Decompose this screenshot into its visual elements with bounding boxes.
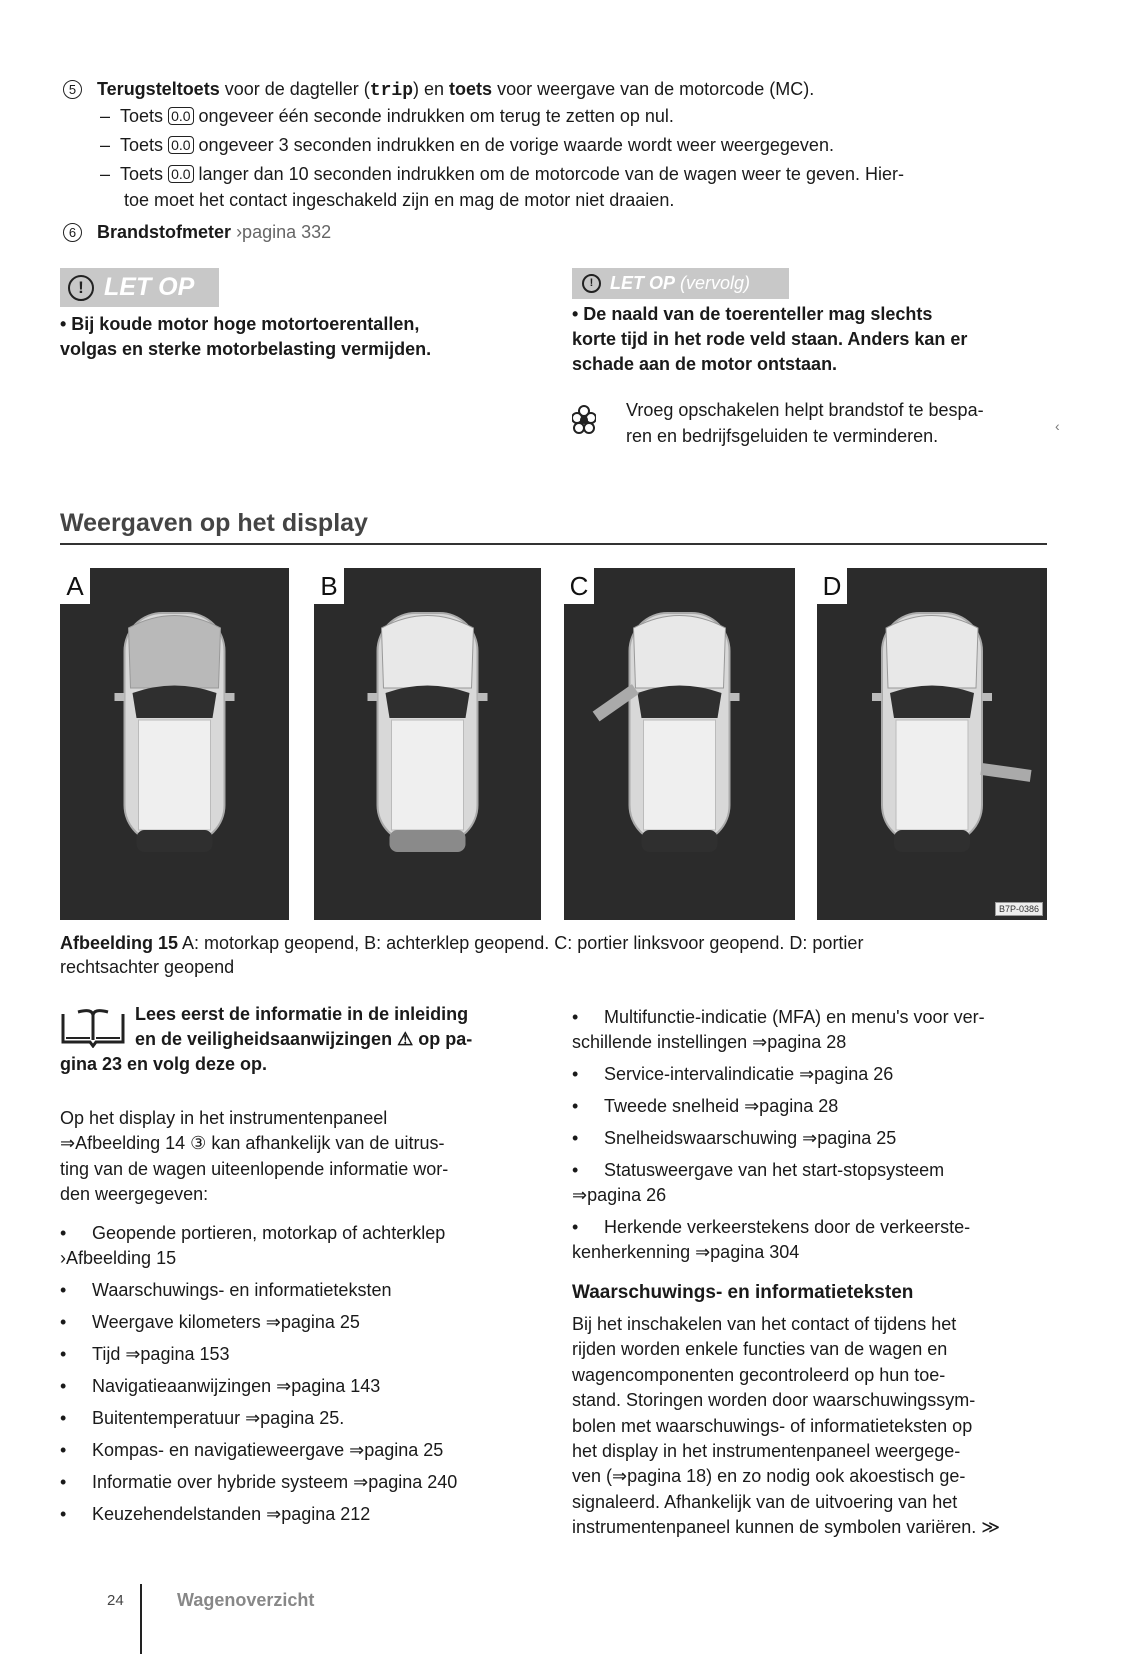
list-item: • Informatie over hybride systeem ⇒pagina 240 — [60, 1472, 458, 1492]
item-title: Brandstofmeter — [97, 222, 232, 242]
car-hood — [382, 616, 474, 689]
car-rear — [390, 830, 466, 852]
mirror-left — [115, 693, 125, 701]
list-item: • Keuzehendelstanden ⇒pagina 212 — [60, 1504, 371, 1524]
figure-panel-b — [314, 568, 541, 920]
trip-code: trip — [369, 81, 414, 101]
list-item: • Waarschuwings- en informatieteksten — [60, 1280, 392, 1300]
list-item: • Tijd ⇒pagina 153 — [60, 1344, 230, 1364]
text: Toets — [120, 106, 164, 126]
mirror-left — [368, 693, 378, 701]
car-hood — [634, 616, 726, 689]
caption-label: Afbeelding 15 — [60, 933, 179, 953]
text: Vroeg opschakelen helpt brandstof te bespa- — [626, 400, 984, 420]
text: stand. Storingen worden door waarschuwingssym- — [572, 1390, 976, 1411]
sub-item-1: – Toets 0.0 ongeveer één seconde indrukken om terug te zetten op nul. — [100, 106, 674, 126]
panel-label: C — [564, 568, 594, 604]
mirror-right — [982, 693, 992, 701]
sub-item-3: – Toets 0.0 langer dan 10 seconden indrukken om de motorcode van de wagen weer te geven. Hier- — [100, 164, 904, 184]
text: voor de dagteller ( — [219, 79, 370, 99]
text: het display in het instrumentenpaneel weergege- — [572, 1441, 961, 1462]
warning-text — [60, 312, 431, 362]
car-roof — [139, 720, 211, 830]
page-ref-link[interactable]: ›pagina 332 — [236, 222, 332, 242]
text: bolen met waarschuwings- of informatieteksten op — [572, 1415, 973, 1436]
text: schade aan de motor ontstaan. — [572, 354, 838, 374]
text: volgas en sterke motorbelasting vermijden. — [60, 339, 432, 359]
car-front-left-door-open-illustration — [564, 568, 795, 920]
figure-code: B7P-0386 — [995, 902, 1043, 916]
text: Toets — [120, 135, 164, 155]
mirror-left — [872, 693, 882, 701]
text: Service-intervalindicatie ⇒pagina 26 — [604, 1064, 894, 1084]
mirror-right — [478, 693, 488, 701]
text: A: motorkap geopend, B: achterklep geopend. C: portier linksvoor geopend. D: portier — [178, 933, 864, 953]
text: Informatie over hybride systeem ⇒pagina 240 — [92, 1472, 458, 1492]
car-hood-open-illustration — [60, 568, 289, 920]
text: langer dan 10 seconden indrukken om de motorcode van de wagen weer te geven. Hier- — [198, 164, 904, 184]
text: Tweede snelheid ⇒pagina 28 — [604, 1096, 839, 1116]
page-ref-link[interactable]: ›Afbeelding 15 — [60, 1248, 177, 1268]
figure-caption — [60, 931, 863, 979]
text: ting van de wagen uiteenlopende informatie wor- — [60, 1158, 449, 1179]
text: Toets — [120, 164, 164, 184]
page-number: 24 — [107, 1592, 124, 1609]
sub-item-2: – Toets 0.0 ongeveer 3 seconden indrukken en de vorige waarde wordt weer weergegeven. — [100, 135, 834, 155]
text: schillende instellingen ⇒pagina 28 — [572, 1032, 847, 1052]
text: signaleerd. Afhankelijk van de uitvoering van het — [572, 1491, 958, 1512]
warning-header-continued — [572, 268, 789, 299]
car-windshield — [890, 686, 974, 719]
car-roof — [392, 720, 464, 830]
text: voor weergave van de motorcode (MC). — [492, 79, 815, 99]
left-list — [60, 1221, 457, 1527]
list-item: • Tweede snelheid ⇒pagina 28 — [572, 1096, 839, 1116]
text: Buitentemperatuur ⇒pagina 25. — [92, 1408, 345, 1428]
car-hood — [886, 616, 978, 689]
panel-label: D — [817, 568, 847, 604]
subheading: Waarschuwings- en informatieteksten — [572, 1282, 914, 1303]
car-hood — [129, 616, 221, 689]
eco-tip-text — [626, 397, 984, 449]
text: wagencomponenten gecontroleerd op hun toe- — [572, 1364, 946, 1385]
text: Weergave kilometers ⇒pagina 25 — [92, 1312, 360, 1332]
list-item: • Herkende verkeerstekens door de verkeerste- — [572, 1217, 971, 1237]
text: Statusweergave van het start-stopsysteem — [604, 1160, 945, 1180]
text: instrumentenpaneel kunnen de symbolen variëren. ≫ — [572, 1517, 1001, 1538]
text: korte tijd in het rode veld staan. Anders kan er — [572, 329, 968, 349]
warning-title: LET OP — [610, 273, 676, 293]
figure-panel-c — [564, 568, 795, 920]
number-circle: 5 — [63, 80, 82, 99]
text: kenherkenning ⇒pagina 304 — [572, 1242, 800, 1262]
intro-paragraph — [60, 1106, 448, 1208]
panel-label: A — [60, 568, 90, 604]
text: ren en bedrijfsgeluiden te verminderen. — [626, 426, 939, 446]
reset-key-icon: 0.0 — [168, 165, 193, 183]
text: Multifunctie-indicatie (MFA) en menu's voor ver- — [604, 1007, 985, 1027]
car-windshield — [133, 686, 217, 719]
footer-divider — [140, 1584, 142, 1654]
car-rear — [137, 830, 213, 852]
figure-panel-d — [817, 568, 1047, 920]
text: Tijd ⇒pagina 153 — [92, 1344, 230, 1364]
continue-marker-icon: ‹ — [1055, 418, 1060, 434]
legend-item-6 — [63, 221, 331, 243]
text: Herkende verkeerstekens door de verkeerste- — [604, 1217, 971, 1237]
list-item: • Navigatieaanwijzingen ⇒pagina 143 — [60, 1376, 381, 1396]
list-item: • Statusweergave van het start-stopsysteem — [572, 1160, 945, 1180]
legend-item-5 — [63, 78, 814, 102]
text: ongeveer 3 seconden indrukken en de vorige waarde wordt weer weergegeven. — [198, 135, 834, 155]
car-windshield — [386, 686, 470, 719]
intro-notice — [60, 1002, 540, 1077]
exclamation-icon: ! — [582, 274, 601, 293]
text: Navigatieaanwijzingen ⇒pagina 143 — [92, 1376, 381, 1396]
car-rear-right-door-open-illustration — [817, 568, 1047, 920]
text: Lees eerst de informatie in de inleiding — [135, 1004, 469, 1024]
car-windshield — [638, 686, 722, 719]
list-item: • Snelheidswaarschuwing ⇒pagina 25 — [572, 1128, 897, 1148]
text: Op het display in het instrumentenpaneel — [60, 1108, 388, 1128]
list-item: • Buitentemperatuur ⇒pagina 25. — [60, 1408, 345, 1428]
list-item: • Kompas- en navigatieweergave ⇒pagina 25 — [60, 1440, 444, 1460]
section-heading: Weergaven op het display — [60, 509, 368, 537]
text: rechtsachter geopend — [60, 957, 235, 977]
warning-header — [60, 268, 219, 307]
text: Snelheidswaarschuwing ⇒pagina 25 — [604, 1128, 897, 1148]
heading-rule — [60, 543, 1047, 545]
text: ven (⇒pagina 18) en zo nodig ook akoestisch ge- — [572, 1466, 966, 1487]
car-roof — [644, 720, 716, 830]
text: ⇒Afbeelding 14 ③ kan afhankelijk van de uitrus- — [60, 1133, 445, 1154]
open-door — [980, 763, 1031, 782]
car-roof — [896, 720, 968, 830]
warning-suffix: (vervolg) — [680, 273, 751, 293]
list-item: • Service-intervalindicatie ⇒pagina 26 — [572, 1064, 894, 1084]
number-circle: 6 — [63, 223, 82, 242]
item-title: Terugsteltoets — [97, 79, 220, 99]
text: gina 23 en volg deze op. — [60, 1054, 268, 1074]
chapter-title: Wagenoverzicht — [177, 1590, 315, 1610]
exclamation-icon: ! — [68, 275, 94, 301]
text: toets — [449, 79, 493, 99]
list-item: • Multifunctie-indicatie (MFA) en menu's voor ver- — [572, 1007, 985, 1027]
warning-title: LET OP — [104, 273, 195, 301]
text: • De naald van de toerenteller mag slechts — [572, 304, 933, 324]
reset-key-icon: 0.0 — [168, 136, 193, 154]
text: ) en — [413, 79, 450, 99]
car-rear — [642, 830, 718, 852]
text: • Bij koude motor hoge motortoerentallen, — [60, 314, 420, 334]
figure-panel-a — [60, 568, 289, 920]
list-item: • Geopende portieren, motorkap of achterklep — [60, 1223, 446, 1243]
text: Keuzehendelstanden ⇒pagina 212 — [92, 1504, 371, 1524]
text: Kompas- en navigatieweergave ⇒pagina 25 — [92, 1440, 444, 1460]
warning-text-continued — [572, 302, 967, 377]
text: den weergegeven: — [60, 1184, 209, 1205]
right-list — [572, 1005, 985, 1265]
sub-item-3-cont: toe moet het contact ingeschakeld zijn en mag de motor niet draaien. — [124, 190, 675, 210]
sub-paragraph — [572, 1312, 1000, 1541]
eco-flower-icon — [572, 404, 596, 436]
text: en de veiligheidsaanwijzingen ⚠ op pa- — [135, 1029, 473, 1049]
mirror-right — [730, 693, 740, 701]
reset-key-icon: 0.0 — [168, 107, 193, 125]
list-item: • Weergave kilometers ⇒pagina 25 — [60, 1312, 360, 1332]
panel-label: B — [314, 568, 344, 604]
mirror-right — [225, 693, 235, 701]
car-tailgate-open-illustration — [314, 568, 541, 920]
text: rijden worden enkele functies van de wagen en — [572, 1339, 948, 1360]
car-rear — [894, 830, 970, 852]
text: Waarschuwings- en informatieteksten — [92, 1280, 392, 1300]
text: ⇒pagina 26 — [572, 1185, 667, 1205]
text: ongeveer één seconde indrukken om terug te zetten op nul. — [198, 106, 674, 126]
text: Bij het inschakelen van het contact of tijdens het — [572, 1314, 957, 1334]
text: Geopende portieren, motorkap of achterklep — [92, 1223, 446, 1243]
